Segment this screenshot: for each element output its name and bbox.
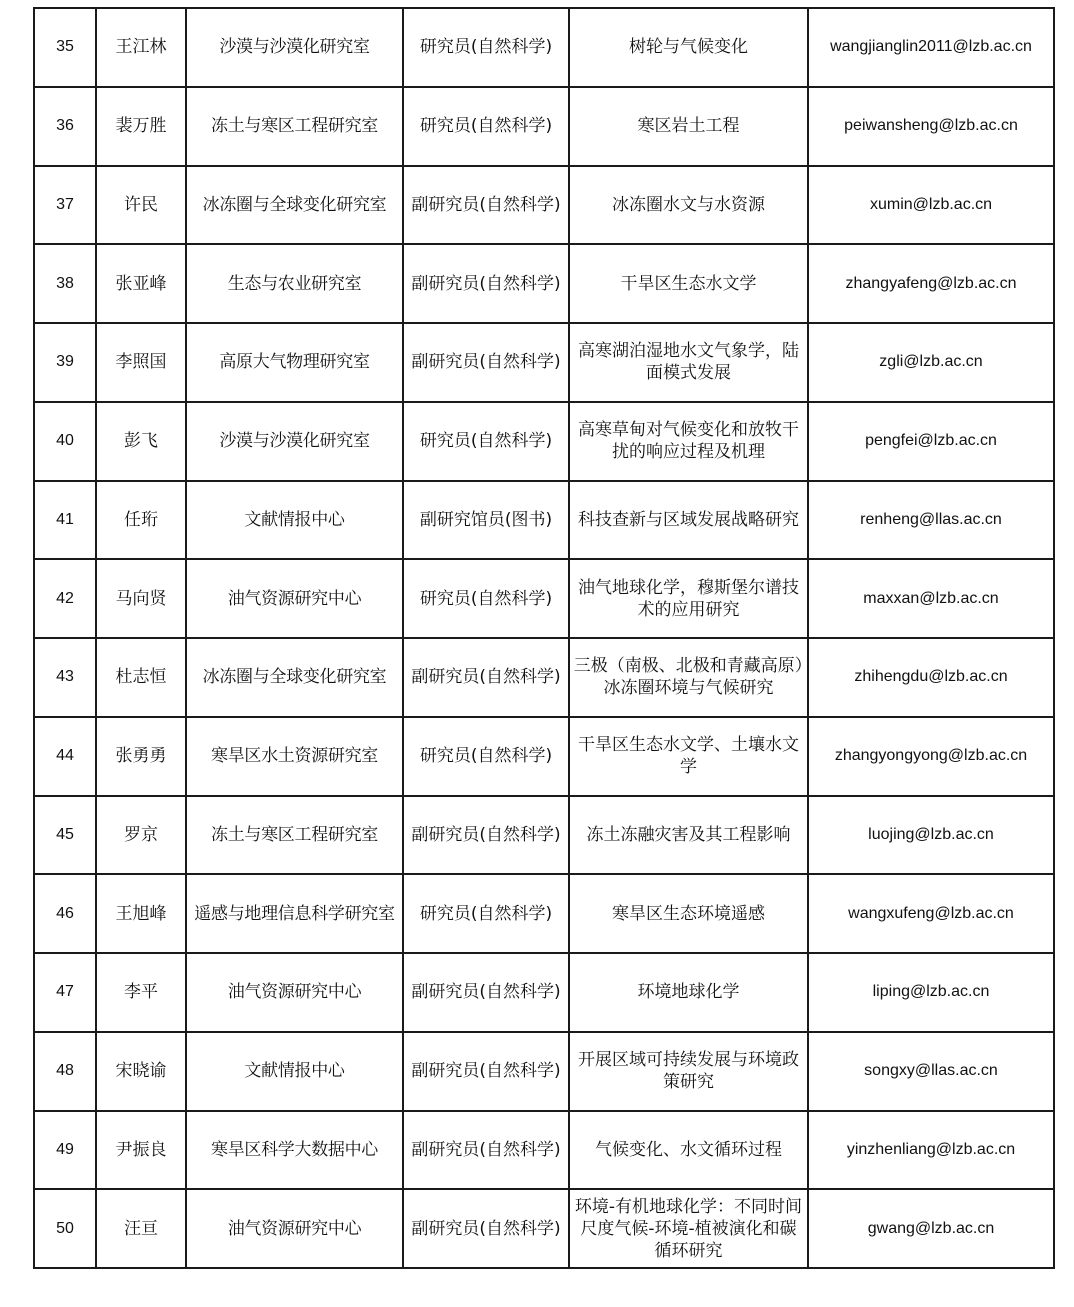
- cell-number: 37: [34, 166, 96, 245]
- cell-email: renheng@llas.ac.cn: [808, 481, 1054, 560]
- cell-number: 49: [34, 1111, 96, 1190]
- cell-email: xumin@lzb.ac.cn: [808, 166, 1054, 245]
- cell-email: pengfei@lzb.ac.cn: [808, 402, 1054, 481]
- cell-name: 马向贤: [96, 559, 186, 638]
- cell-department: 寒旱区科学大数据中心: [186, 1111, 403, 1190]
- cell-number: 46: [34, 874, 96, 953]
- cell-research-field: 开展区域可持续发展与环境政策研究: [569, 1032, 808, 1111]
- cell-name: 尹振良: [96, 1111, 186, 1190]
- table-row: [34, 559, 1054, 638]
- cell-name: 张亚峰: [96, 244, 186, 323]
- cell-research-field: 油气地球化学，穆斯堡尔谱技术的应用研究: [569, 559, 808, 638]
- cell-name: 王旭峰: [96, 874, 186, 953]
- cell-number: 39: [34, 323, 96, 402]
- cell-number: 44: [34, 717, 96, 796]
- cell-research-field: 冻土冻融灾害及其工程影响: [569, 796, 808, 875]
- table-row: [34, 481, 1054, 560]
- table-row: [34, 717, 1054, 796]
- cell-department: 文献情报中心: [186, 1032, 403, 1111]
- table-row: [34, 953, 1054, 1032]
- cell-number: 47: [34, 953, 96, 1032]
- table-row: [34, 87, 1054, 166]
- cell-name: 张勇勇: [96, 717, 186, 796]
- cell-name: 王江林: [96, 8, 186, 87]
- table-row: [34, 796, 1054, 875]
- cell-name: 许民: [96, 166, 186, 245]
- cell-number: 43: [34, 638, 96, 717]
- table-row: [34, 166, 1054, 245]
- cell-email: yinzhenliang@lzb.ac.cn: [808, 1111, 1054, 1190]
- cell-research-field: 干旱区生态水文学: [569, 244, 808, 323]
- cell-title: 副研究员(自然科学): [403, 1111, 569, 1190]
- cell-name: 李照国: [96, 323, 186, 402]
- cell-title: 副研究馆员(图书): [403, 481, 569, 560]
- cell-title: 研究员(自然科学): [403, 559, 569, 638]
- table-row: [34, 402, 1054, 481]
- cell-name: 任珩: [96, 481, 186, 560]
- cell-name: 彭飞: [96, 402, 186, 481]
- cell-number: 50: [34, 1189, 96, 1268]
- cell-title: 副研究员(自然科学): [403, 953, 569, 1032]
- cell-number: 40: [34, 402, 96, 481]
- cell-department: 油气资源研究中心: [186, 1189, 403, 1268]
- cell-department: 沙漠与沙漠化研究室: [186, 8, 403, 87]
- cell-email: songxy@llas.ac.cn: [808, 1032, 1054, 1111]
- cell-email: wangjianglin2011@lzb.ac.cn: [808, 8, 1054, 87]
- cell-department: 寒旱区水土资源研究室: [186, 717, 403, 796]
- cell-name: 裴万胜: [96, 87, 186, 166]
- cell-email: maxxan@lzb.ac.cn: [808, 559, 1054, 638]
- cell-title: 研究员(自然科学): [403, 402, 569, 481]
- cell-number: 41: [34, 481, 96, 560]
- cell-name: 宋晓谕: [96, 1032, 186, 1111]
- staff-table: [33, 7, 1055, 1269]
- cell-number: 48: [34, 1032, 96, 1111]
- cell-title: 副研究员(自然科学): [403, 166, 569, 245]
- cell-title: 研究员(自然科学): [403, 717, 569, 796]
- cell-number: 35: [34, 8, 96, 87]
- table-row: [34, 323, 1054, 402]
- cell-name: 李平: [96, 953, 186, 1032]
- cell-department: 遥感与地理信息科学研究室: [186, 874, 403, 953]
- cell-department: 油气资源研究中心: [186, 559, 403, 638]
- cell-title: 副研究员(自然科学): [403, 1189, 569, 1268]
- cell-email: zgli@lzb.ac.cn: [808, 323, 1054, 402]
- cell-number: 42: [34, 559, 96, 638]
- cell-department: 文献情报中心: [186, 481, 403, 560]
- cell-research-field: 科技查新与区域发展战略研究: [569, 481, 808, 560]
- cell-email: peiwansheng@lzb.ac.cn: [808, 87, 1054, 166]
- cell-email: zhihengdu@lzb.ac.cn: [808, 638, 1054, 717]
- cell-research-field: 环境-有机地球化学：不同时间尺度气候-环境-植被演化和碳循环研究: [569, 1189, 808, 1268]
- cell-title: 研究员(自然科学): [403, 874, 569, 953]
- cell-title: 副研究员(自然科学): [403, 1032, 569, 1111]
- cell-email: wangxufeng@lzb.ac.cn: [808, 874, 1054, 953]
- cell-department: 冻土与寒区工程研究室: [186, 87, 403, 166]
- cell-research-field: 干旱区生态水文学、土壤水文学: [569, 717, 808, 796]
- cell-title: 副研究员(自然科学): [403, 638, 569, 717]
- cell-name: 汪亘: [96, 1189, 186, 1268]
- cell-email: gwang@lzb.ac.cn: [808, 1189, 1054, 1268]
- cell-email: zhangyongyong@lzb.ac.cn: [808, 717, 1054, 796]
- cell-research-field: 树轮与气候变化: [569, 8, 808, 87]
- cell-department: 冻土与寒区工程研究室: [186, 796, 403, 875]
- cell-title: 副研究员(自然科学): [403, 796, 569, 875]
- cell-email: liping@lzb.ac.cn: [808, 953, 1054, 1032]
- table-row: [34, 8, 1054, 87]
- cell-research-field: 高寒湖泊湿地水文气象学，陆面模式发展: [569, 323, 808, 402]
- cell-title: 副研究员(自然科学): [403, 323, 569, 402]
- table-row: [34, 638, 1054, 717]
- cell-name: 杜志恒: [96, 638, 186, 717]
- cell-number: 36: [34, 87, 96, 166]
- cell-research-field: 寒区岩土工程: [569, 87, 808, 166]
- cell-research-field: 寒旱区生态环境遥感: [569, 874, 808, 953]
- cell-research-field: 气候变化、水文循环过程: [569, 1111, 808, 1190]
- table-row: [34, 874, 1054, 953]
- cell-name: 罗京: [96, 796, 186, 875]
- cell-number: 38: [34, 244, 96, 323]
- table-row: [34, 1111, 1054, 1190]
- table-row: [34, 1189, 1054, 1268]
- cell-research-field: 环境地球化学: [569, 953, 808, 1032]
- cell-title: 副研究员(自然科学): [403, 244, 569, 323]
- cell-department: 沙漠与沙漠化研究室: [186, 402, 403, 481]
- cell-department: 冰冻圈与全球变化研究室: [186, 638, 403, 717]
- cell-title: 研究员(自然科学): [403, 87, 569, 166]
- table-row: [34, 1032, 1054, 1111]
- table-body: [34, 8, 1054, 1268]
- cell-email: zhangyafeng@lzb.ac.cn: [808, 244, 1054, 323]
- cell-research-field: 高寒草甸对气候变化和放牧干扰的响应过程及机理: [569, 402, 808, 481]
- cell-department: 冰冻圈与全球变化研究室: [186, 166, 403, 245]
- cell-research-field: 冰冻圈水文与水资源: [569, 166, 808, 245]
- table-row: [34, 244, 1054, 323]
- cell-research-field: 三极（南极、北极和青藏高原）冰冻圈环境与气候研究: [569, 638, 808, 717]
- cell-department: 油气资源研究中心: [186, 953, 403, 1032]
- cell-department: 生态与农业研究室: [186, 244, 403, 323]
- cell-title: 研究员(自然科学): [403, 8, 569, 87]
- cell-number: 45: [34, 796, 96, 875]
- cell-department: 高原大气物理研究室: [186, 323, 403, 402]
- cell-email: luojing@lzb.ac.cn: [808, 796, 1054, 875]
